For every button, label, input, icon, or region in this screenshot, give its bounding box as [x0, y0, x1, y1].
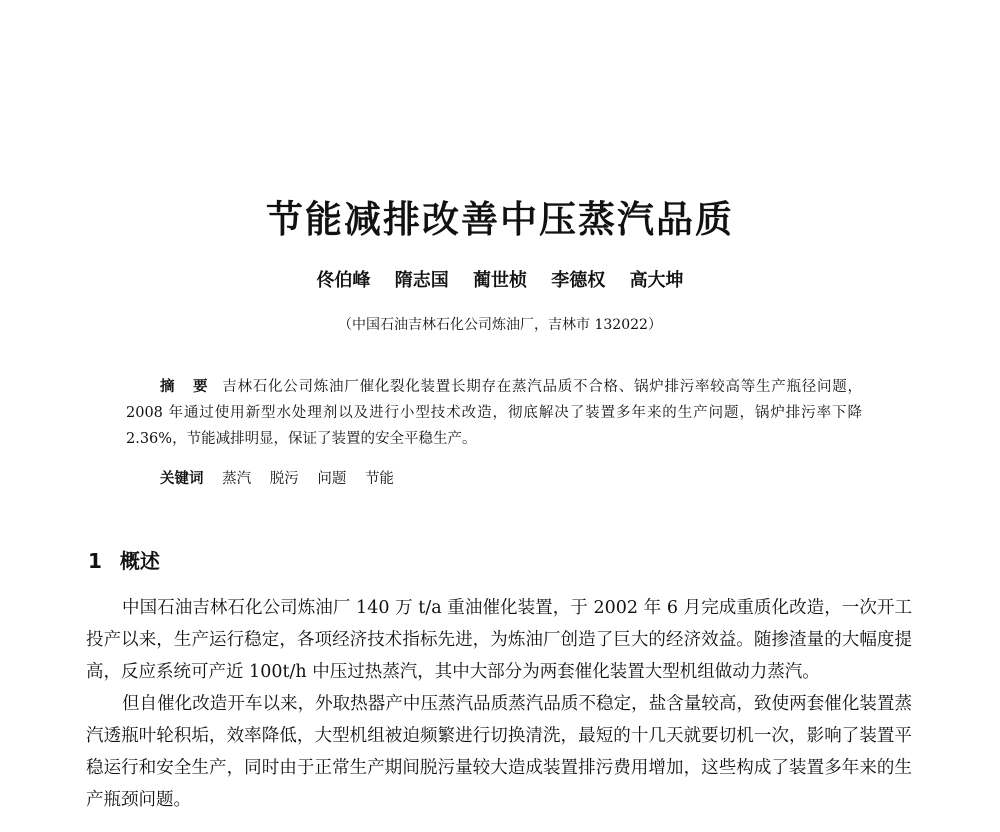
keyword: 蒸汽 [222, 471, 252, 487]
keyword: 节能 [364, 471, 394, 487]
keywords-label: 关键词 [160, 471, 204, 487]
author-list [0, 268, 1000, 294]
paper-title: 节能减排改善中压蒸汽品质 [266, 198, 734, 241]
abstract-text: 吉林石化公司炼油厂催化裂化装置长期存在蒸汽品质不合格、锅炉排污率较高等生产瓶径问题，2008 年通过使用新型水处理剂以及进行小型技术改造，彻底解决了装置多年来的生产问题，锅炉排污率下降 2.36%，节能减排明显，保证了装置的安全平稳生产。 [126, 379, 862, 447]
author: 李德权 [551, 270, 606, 291]
author: 蔺世桢 [473, 270, 527, 291]
paragraph: 但自催化改造开车以来，外取热器产中压蒸汽品质蒸汽品质不稳定，盐含量较高，致使两套催化装置蒸汽透瓶叶轮积垢，效率降低，大型机组被迫频繁进行切换清洗，最短的十几天就要切机一次，影响了装置平稳运行和安全生产，同时由于正常生产期间脱污量较大造成装置排污费用增加，这些构成了装置多年来的生产瓶颈问题。 [86, 694, 912, 810]
paragraph: 中国石油吉林石化公司炼油厂 140 万 t/a 重油催化装置，于 2002 年 6 月完成重质化改造，一次开工投产以来，生产运行稳定，各项经济技术指标先进，为炼油厂创造了巨大的经济效益。随掺渣量的大幅度提高，反应系统可产近 100t/h 中压过热蒸汽，其中大部分为两套催化装置大型机组做动力蒸汽。 [86, 598, 912, 682]
abstract-label: 摘 要 [160, 379, 215, 395]
section-heading [88, 546, 160, 576]
body-text [86, 592, 912, 816]
section-title: 概述 [119, 549, 160, 573]
keyword: 脱污 [269, 471, 299, 487]
section-number: 1 [88, 549, 102, 573]
keyword: 问题 [317, 471, 347, 487]
author: 佟伯峰 [316, 270, 371, 291]
author: 隋志国 [394, 270, 449, 291]
affiliation: （中国石油吉林石化公司炼油厂，吉林市 132022） [338, 317, 662, 333]
author: 高大坤 [629, 270, 684, 291]
abstract [126, 374, 862, 452]
keywords [160, 466, 408, 492]
